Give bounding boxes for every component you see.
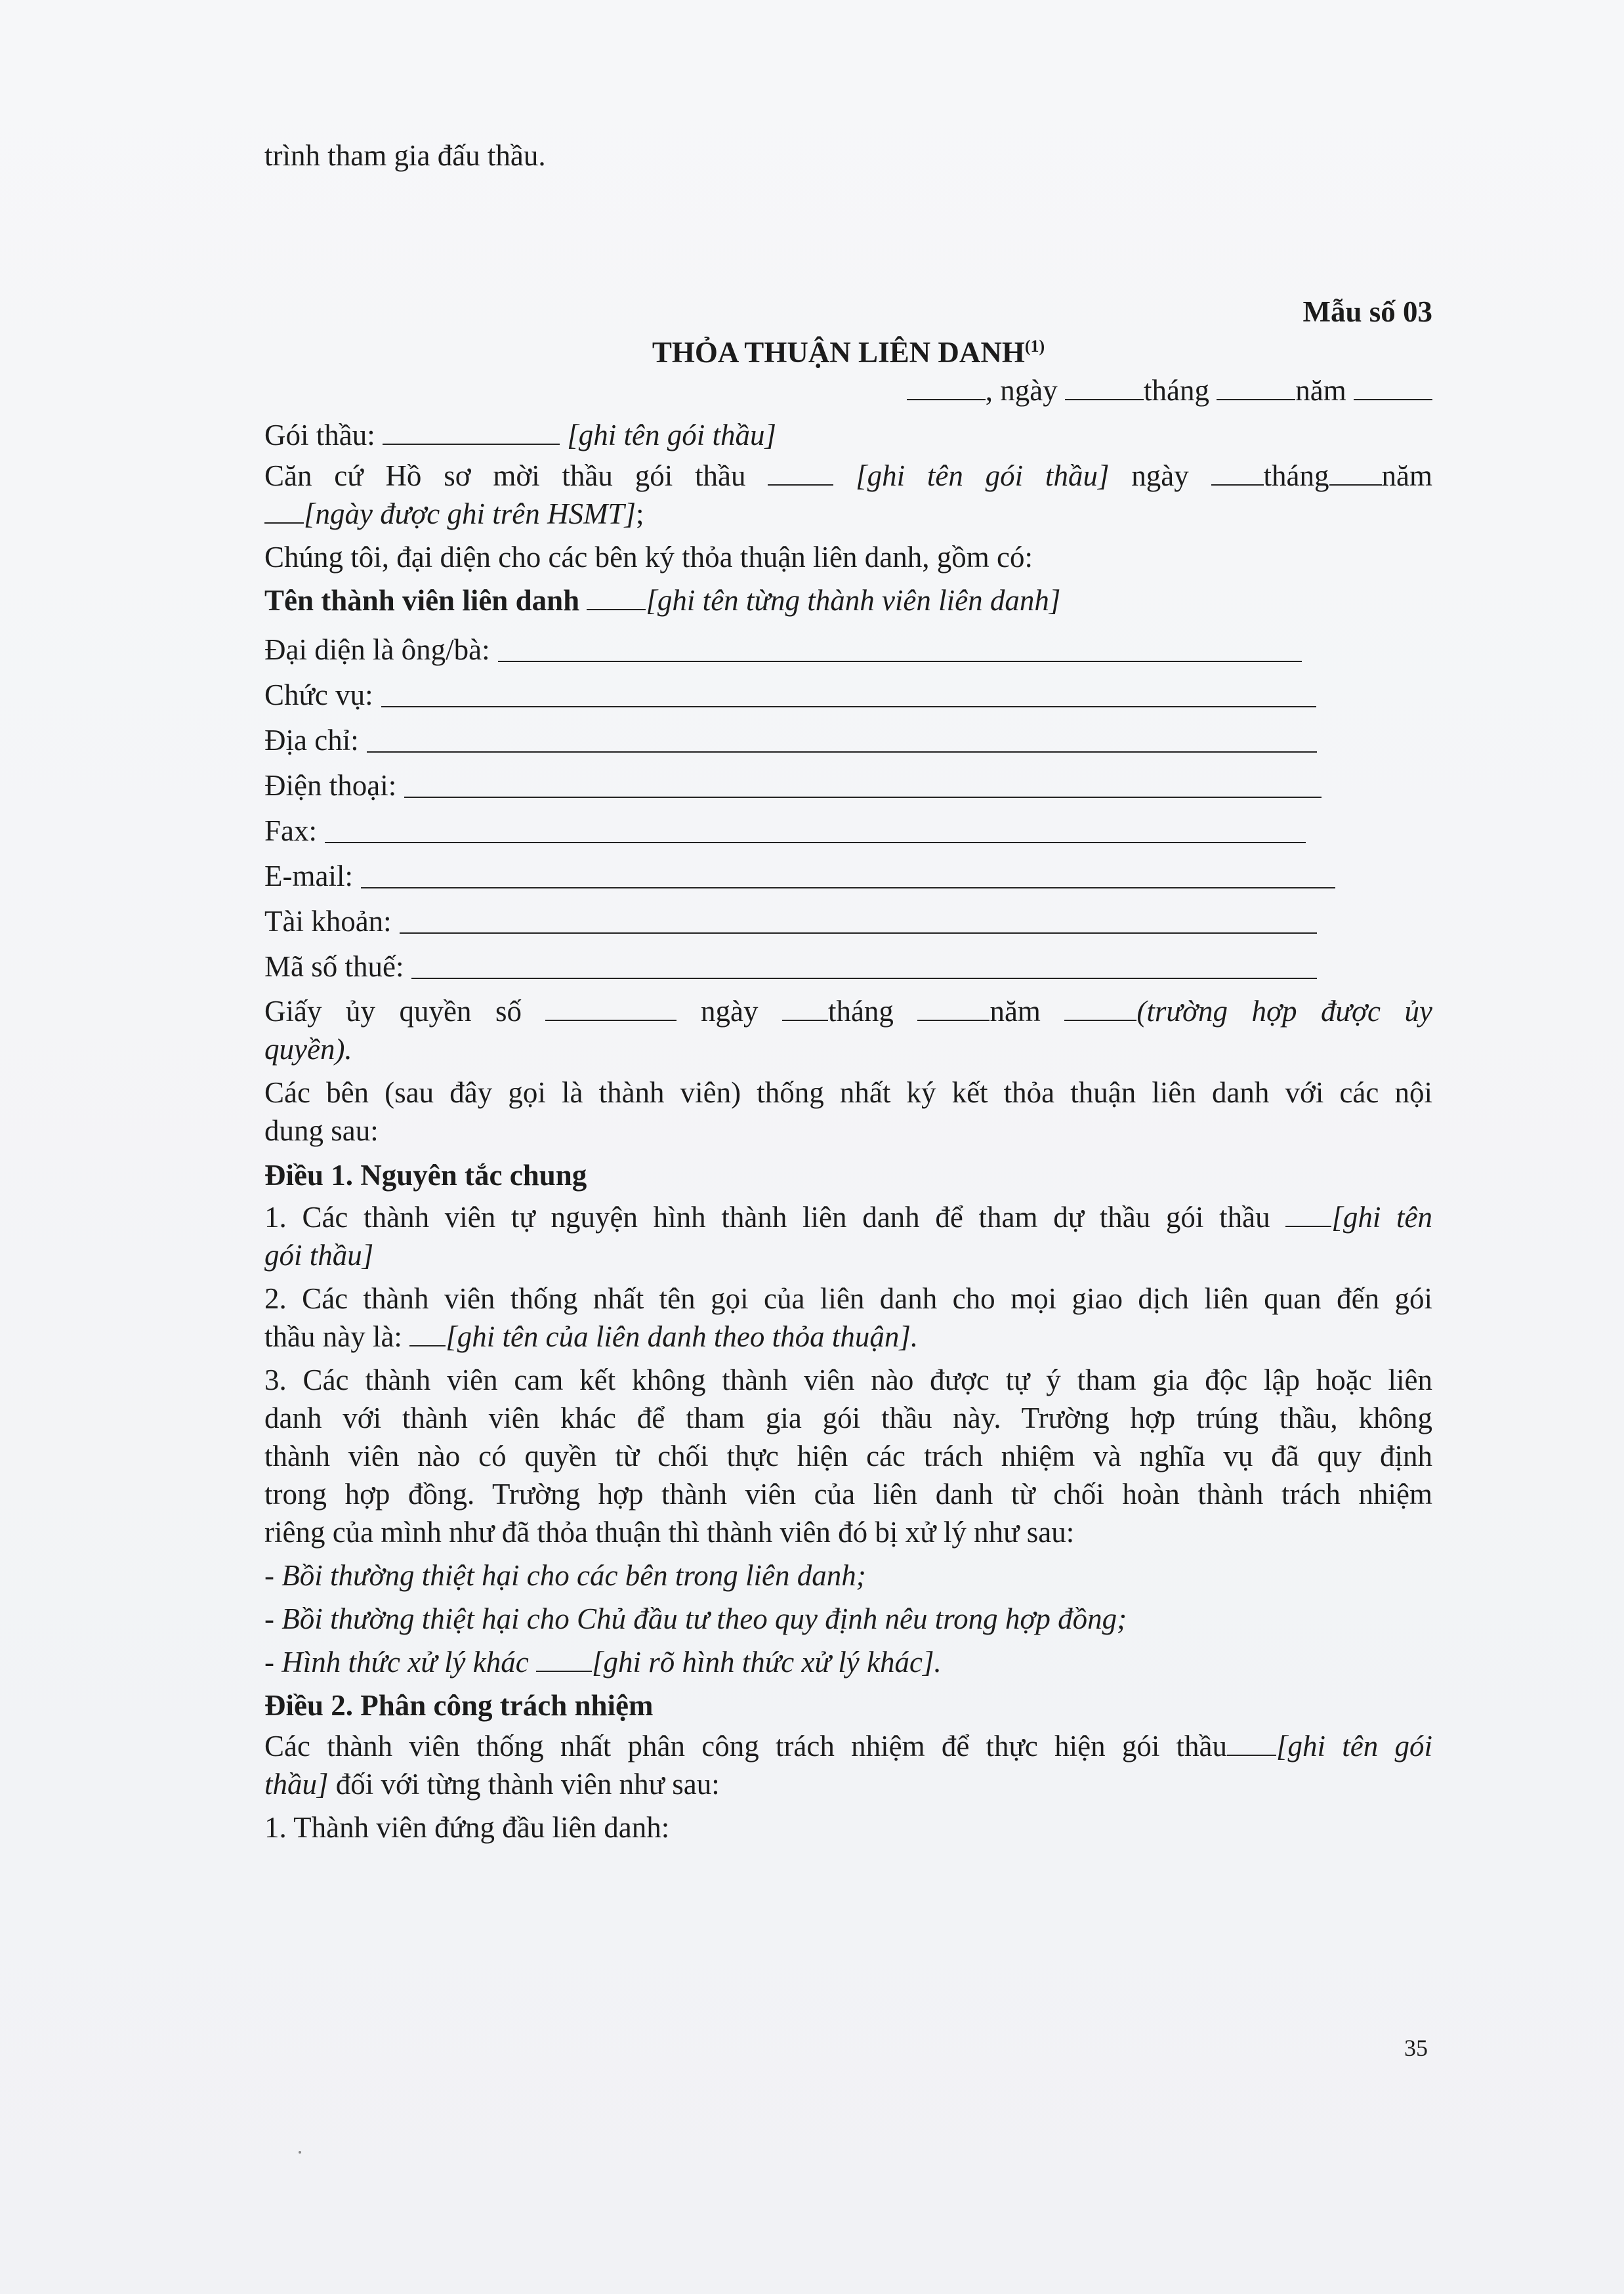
field-fax (264, 804, 1432, 850)
field-label: Fax: (264, 814, 318, 847)
fill-line (411, 978, 1317, 979)
a2p1-text-end: đối với từng thành viên như sau: (335, 1768, 720, 1801)
page-number: 35 (1404, 2035, 1428, 2061)
poa-nam: năm (989, 995, 1041, 1028)
goi-thau-label: Gói thầu: (264, 419, 375, 451)
article-2-item-1: 1. Thành viên đứng đầu liên danh: (264, 1811, 670, 1844)
a1p3-line: trong hợp đồng. Trường hợp thành viên của liên danh từ chối hoàn thành trách nhiệm (264, 1478, 1432, 1511)
a1p3-line: thành viên nào có quyền từ chối thực hiện các trách nhiệm và nghĩa vụ đã quy định (264, 1440, 1432, 1472)
article-1-p2-line-1: 2. Các thành viên thống nhất tên gọi của liên danh cho mọi giao dịch liên quan đến gói (264, 1282, 1432, 1315)
field-phone (264, 759, 1432, 804)
can-cu-ngay: ngày (1131, 459, 1189, 492)
title-text: THỎA THUẬN LIÊN DANH (652, 336, 1025, 369)
a1p3-line: 3. Các thành viên cam kết không thành viên nào được tự ý tham gia độc lập hoặc liên (264, 1364, 1432, 1396)
field-label: Địa chỉ: (264, 724, 359, 757)
goi-thau-line (264, 416, 1432, 454)
field-email (264, 850, 1432, 895)
chung-toi-line: Chúng tôi, đại diện cho các bên ký thỏa thuận liên danh, gồm có: (264, 541, 1033, 574)
article-2-p1-line-2 (264, 1765, 1432, 1803)
a1p1-text: 1. Các thành viên tự nguyện hình thành liên danh để tham dự thầu gói thầu (264, 1201, 1270, 1234)
fill-line (367, 751, 1317, 753)
agreement-intro-1: Các bên (sau đây gọi là thành viên) thống nhất ký kết thỏa thuận liên danh với các nội (264, 1076, 1432, 1109)
scan-speck (299, 2151, 301, 2154)
member-label: Tên thành viên liên danh (264, 584, 580, 617)
can-cu-date-hint: [ngày được ghi trên HSMT] (304, 497, 636, 530)
can-cu-line-2 (264, 495, 1432, 533)
poa-thang: tháng (827, 995, 894, 1028)
can-cu-text: Căn cứ Hồ sơ mời thầu gói thầu (264, 459, 746, 492)
fill-line (400, 932, 1317, 934)
agreement-intro-2: dung sau: (264, 1114, 379, 1147)
field-label: Chức vụ: (264, 678, 373, 711)
member-line (264, 581, 1432, 619)
article-1-bullet-1: - Bồi thường thiệt hại cho các bên trong liên danh; (264, 1559, 866, 1592)
article-1-p3 (264, 1361, 1432, 1551)
field-account (264, 895, 1432, 940)
a1p1-hint: [ghi tên (1331, 1201, 1432, 1234)
field-label: Tài khoản: (264, 905, 392, 938)
date-ngay: , ngày (985, 374, 1058, 407)
power-of-attorney-line-1 (264, 992, 1432, 1030)
a2p1-hint: [ghi tên gói (1276, 1730, 1433, 1762)
date-nam: năm (1295, 374, 1346, 407)
can-cu-line-1 (264, 457, 1432, 495)
fill-line (404, 797, 1322, 798)
a1p2-text: thầu này là: (264, 1320, 402, 1353)
article-2-p1-line-1 (264, 1727, 1432, 1765)
a1p2-hint: [ghi tên của liên danh theo thỏa thuận]. (446, 1320, 919, 1353)
poa-hint: (trường hợp được ủy (1136, 995, 1432, 1028)
intro-tail: trình tham gia đấu thầu. (264, 139, 546, 172)
field-position (264, 669, 1432, 714)
fill-line (325, 842, 1306, 843)
field-label: Đại diện là ông/bà: (264, 633, 490, 666)
poa-ngay: ngày (700, 995, 759, 1028)
article-1-bullet-2: - Bồi thường thiệt hại cho Chủ đầu tư theo quy định nêu trong hợp đồng; (264, 1602, 1127, 1635)
field-tax-code (264, 940, 1432, 986)
can-cu-nam: năm (1381, 459, 1432, 492)
article-2-heading: Điều 2. Phân công trách nhiệm (264, 1689, 654, 1722)
can-cu-hint: [ghi tên gói thầu] (856, 459, 1110, 492)
member-hint: [ghi tên từng thành viên liên danh] (646, 584, 1061, 617)
fill-line (361, 887, 1335, 888)
page-title (264, 333, 1432, 371)
a2p1-hint-end: thầu] (264, 1768, 329, 1801)
a1p3-line: riêng của mình như đã thỏa thuận thì thành viên đó bị xử lý như sau: (264, 1516, 1075, 1549)
a1b3-text: - Hình thức xử lý khác (264, 1646, 529, 1679)
article-1-heading: Điều 1. Nguyên tắc chung (264, 1159, 587, 1192)
fill-line (381, 706, 1316, 707)
poa-label: Giấy ủy quyền số (264, 995, 522, 1028)
fill-line (498, 661, 1302, 662)
power-of-attorney-line-2: quyền). (264, 1033, 352, 1066)
a1p3-line: danh với thành viên khác để tham gia gói thầu này. Trường hợp trúng thầu, không (264, 1402, 1432, 1434)
title-footnote-marker: (1) (1024, 337, 1045, 356)
date-line (264, 371, 1432, 409)
article-1-p2-line-2 (264, 1318, 1432, 1356)
form-number: Mẫu số 03 (1302, 295, 1432, 328)
article-1-p1-line-1 (264, 1198, 1432, 1236)
goi-thau-hint: [ghi tên gói thầu] (567, 419, 776, 451)
field-address (264, 714, 1432, 759)
field-label: Điện thoại: (264, 769, 397, 802)
field-label: E-mail: (264, 860, 353, 892)
can-cu-thang: tháng (1263, 459, 1329, 492)
article-1-p1-line-2: gói thầu] (264, 1239, 374, 1272)
article-1-bullet-3 (264, 1643, 1432, 1681)
a2p1-text: Các thành viên thống nhất phân công trách nhiệm để thực hiện gói thầu (264, 1730, 1228, 1762)
field-representative (264, 623, 1432, 669)
a1b3-hint: [ghi rõ hình thức xử lý khác]. (591, 1646, 942, 1679)
can-cu-end: ; (636, 497, 644, 530)
field-label: Mã số thuế: (264, 950, 404, 983)
page-content (264, 136, 1432, 1846)
date-thang: tháng (1144, 374, 1210, 407)
